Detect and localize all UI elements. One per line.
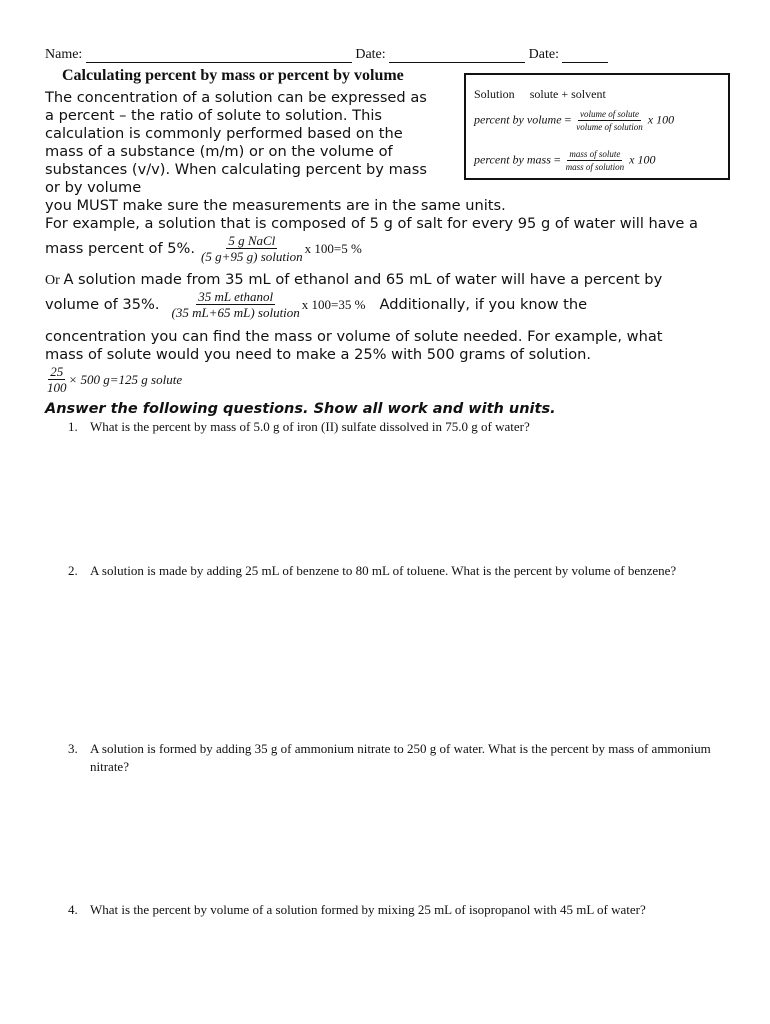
question-text: A solution is made by adding 25 mL of benzene to 80 mL of toluene. What is the percent by volume of benzene? [90,563,677,578]
name-field[interactable] [86,48,352,63]
question-4 [68,901,728,919]
solution-definition [474,87,606,102]
intro-line-4: mass of a substance (m/m) or on the volume of [45,143,393,160]
pv-multiplier: x 100 [647,112,675,127]
question-number: 1. [68,419,78,434]
question-text: What is the percent by volume of a solution formed by mixing 25 mL of isopropanol with 45 mL of water? [90,902,646,917]
example3-equation-line [45,364,182,395]
percent-by-mass-formula [474,148,656,173]
example3-fraction [45,364,69,395]
date-field-1[interactable] [389,48,525,63]
example1-fraction [199,233,305,264]
example1-equation-line [45,233,362,264]
question-3 [68,740,728,776]
pm-fraction [564,148,627,173]
example2-numerator: 35 mL ethanol [198,289,274,304]
question-1 [68,418,728,436]
date-field-2[interactable] [562,48,608,63]
page-title: Calculating percent by mass or percent by volume [62,67,404,84]
solution-rhs: solute + solvent [529,87,606,101]
pm-denominator: mass of solution [565,162,625,172]
pv-equals: = [564,112,572,127]
example2-equation-line [45,289,587,320]
example1-prefix: mass percent of 5%. [45,239,196,257]
example3-line1: concentration you can find the mass or volume of solute needed. For example, what [45,328,663,345]
instructions: Answer the following questions. Show all work and with units. [45,401,556,417]
question-number: 4. [68,902,78,917]
pm-multiplier: x 100 [629,152,656,167]
example3-line2: mass of solute would you need to make a 25% with 500 grams of solution. [45,346,592,363]
example3-denominator: 100 [47,380,67,395]
question-number: 2. [68,563,78,578]
name-label: Name: [45,47,83,62]
intro-line-1: The concentration of a solution can be expressed as [45,89,427,106]
intro-line-6: or by volume [45,179,142,196]
header-line [45,47,608,63]
example2-line1 [45,271,662,290]
intro-line-3: calculation is commonly performed based on the [45,125,403,142]
question-2 [68,562,728,580]
example2-fraction [169,289,301,320]
pv-denominator: volume of solution [576,122,643,132]
example3-numerator: 25 [50,364,64,379]
question-text: What is the percent by mass of 5.0 g of iron (II) sulfate dissolved in 75.0 g of water? [90,419,530,434]
example2-text: A solution made from 35 mL of ethanol and 65 mL of water will have a percent by [63,271,663,288]
example1-line1: For example, a solution that is composed of 5 g of salt for every 95 g of water will have a [45,215,698,232]
intro-line-2: a percent – the ratio of solute to solution. This [45,107,382,124]
question-text: A solution is formed by adding 35 g of ammonium nitrate to 250 g of water. What is the percent by mass of ammonium nitrate? [90,741,711,774]
units-line: you MUST make sure the measurements are in the same units. [45,197,506,214]
example3-result: × 500 g=125 g solute [68,371,183,387]
example1-numerator: 5 g NaCl [228,233,276,248]
pm-numerator: mass of solute [569,149,621,159]
example1-denominator: (5 g+95 g) solution [201,249,303,264]
intro-line-5: substances (v/v). When calculating percent by mass [45,161,427,178]
formula-box [464,73,730,180]
date-label-2: Date: [528,47,559,62]
pm-label: percent by mass [474,152,551,167]
example2-result: x 100=35 % [301,296,366,312]
percent-by-volume-formula [474,108,674,133]
solution-label: Solution [474,87,515,101]
example2-prefix: volume of 35%. [45,295,160,313]
question-number: 3. [68,741,78,756]
example2-suffix: Additionally, if you know the [379,295,588,313]
pv-numerator: volume of solute [580,109,640,119]
date-label-1: Date: [355,47,386,62]
example1-result: x 100=5 % [304,240,362,256]
pm-equals: = [553,152,561,167]
or-word: Or [45,273,60,288]
example2-denominator: (35 mL+65 mL) solution [171,305,300,320]
pv-fraction [574,108,645,133]
pv-label: percent by volume [474,112,562,127]
